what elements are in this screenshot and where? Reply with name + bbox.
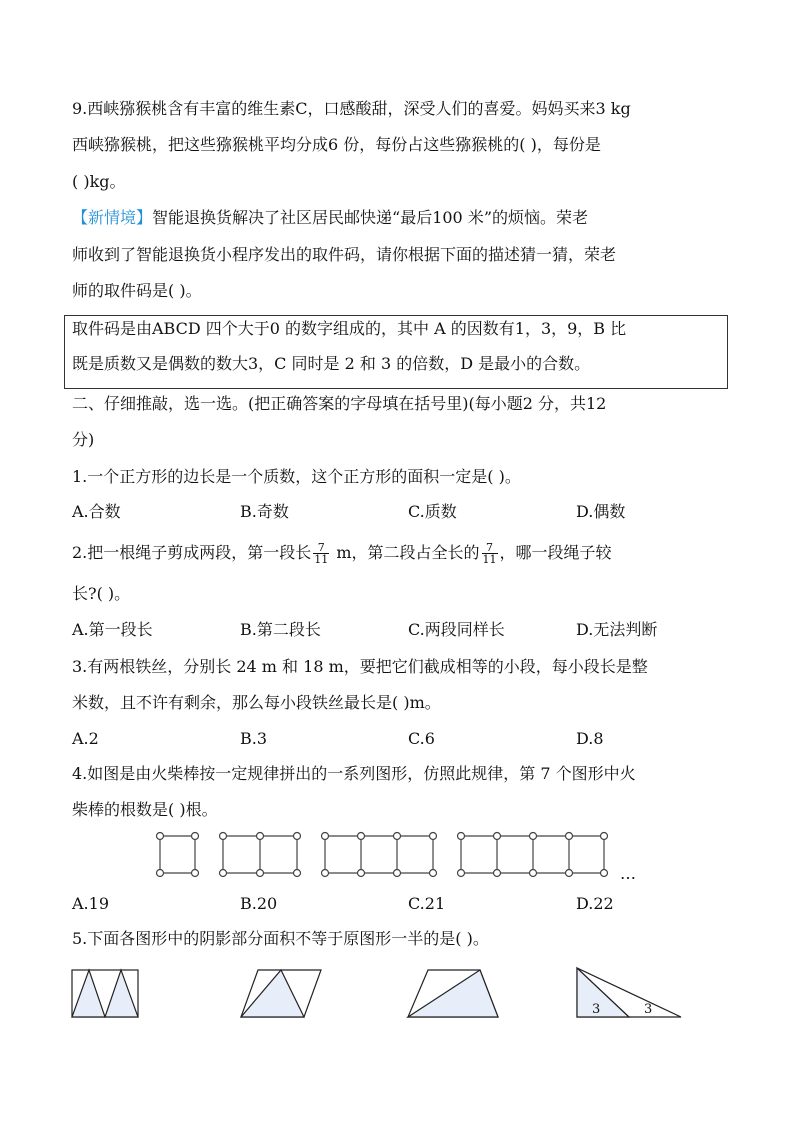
q1-stem: 1.一个正方形的边长是一个质数，这个正方形的面积一定是( )。 bbox=[72, 467, 521, 486]
section2-heading-line1: 二、仔细推敲，选一选。(把正确答案的字母填在括号里)(每小题2 分，共12 bbox=[72, 394, 607, 413]
q1-option-d: D.偶数 bbox=[576, 502, 626, 521]
q2-option-d: D.无法判断 bbox=[576, 620, 658, 639]
matchstick-figure-1 bbox=[157, 833, 199, 877]
figure-a-rectangle bbox=[72, 970, 138, 1017]
fraction-7-11-b bbox=[482, 542, 498, 565]
section2-heading-line2: 分) bbox=[72, 430, 95, 449]
q10-box-line2: 既是质数又是偶数的数大3，C 同时是 2 和 3 的倍数，D 是最小的合数。 bbox=[72, 354, 591, 373]
fraction-denominator: 11 bbox=[314, 553, 329, 566]
q4-option-c: C.21 bbox=[408, 894, 446, 913]
matchstick-figure-4 bbox=[458, 833, 608, 877]
q3-option-d: D.8 bbox=[576, 729, 604, 748]
q3-option-a: A.2 bbox=[72, 729, 99, 748]
q5-triangle-label-left: 3 bbox=[592, 1002, 601, 1017]
area-figures bbox=[0, 960, 794, 1020]
q9-line3: ( )kg。 bbox=[72, 172, 126, 191]
q3-option-b: B.3 bbox=[240, 729, 268, 748]
q4-option-d: D.22 bbox=[576, 894, 614, 913]
q1-option-b: B.奇数 bbox=[240, 502, 289, 521]
fraction-numerator: 7 bbox=[313, 542, 329, 554]
q5-stem: 5.下面各图形中的阴影部分面积不等于原图形一半的是( )。 bbox=[72, 929, 489, 948]
q10-line2: 师收到了智能退换货小程序发出的取件码，请你根据下面的描述猜一猜，荣老 bbox=[72, 245, 617, 264]
matchstick-figure-3 bbox=[322, 833, 437, 877]
q2-stem-line1 bbox=[72, 542, 612, 565]
matchstick-ellipsis: … bbox=[620, 864, 636, 883]
q4-option-a: A.19 bbox=[72, 894, 109, 913]
fraction-numerator: 7 bbox=[482, 542, 498, 554]
q4-line1: 4.如图是由火柴棒按一定规律拼出的一系列图形，仿照此规律，第 7 个图形中火 bbox=[72, 764, 636, 783]
matchstick-figure-2 bbox=[220, 833, 301, 877]
q2-option-c: C.两段同样长 bbox=[408, 620, 505, 639]
q5-triangle-label-right: 3 bbox=[644, 1002, 653, 1017]
figure-c-trapezoid bbox=[408, 970, 498, 1017]
fraction-denominator: 11 bbox=[482, 553, 497, 566]
q2-option-b: B.第二段长 bbox=[240, 620, 321, 639]
fraction-7-11-a bbox=[313, 542, 329, 565]
q2-option-a: A.第一段长 bbox=[72, 620, 153, 639]
q2-stem-part2: m，第二段占全长的 bbox=[331, 543, 480, 562]
matchstick-figures bbox=[0, 830, 794, 890]
q2-stem-line2: 长?( )。 bbox=[72, 584, 131, 603]
q2-stem-part3: ，哪一段绳子较 bbox=[499, 543, 612, 562]
q9-line2: 西峡猕猴桃，把这些猕猴桃平均分成6 份，每份占这些猕猴桃的( )，每份是 bbox=[72, 135, 601, 154]
q2-stem-part1: 2.把一根绳子剪成两段，第一段长 bbox=[72, 543, 312, 562]
q10-line1 bbox=[72, 208, 588, 228]
q4-option-b: B.20 bbox=[240, 894, 278, 913]
q3-line2: 米数，且不许有剩余，那么每小段铁丝最长是( )m。 bbox=[72, 693, 441, 712]
q10-line1-text: 智能退换货解决了社区居民邮快递“最后100 米”的烦恼。荣老 bbox=[152, 208, 589, 227]
q10-line3: 师的取件码是( )。 bbox=[72, 281, 202, 300]
q9-line1: 9.西峡猕猴桃含有丰富的维生素C，口感酸甜，深受人们的喜爱。妈妈买来3 kg bbox=[72, 99, 631, 118]
q3-option-c: C.6 bbox=[408, 729, 435, 748]
new-context-tag: 【新情境】 bbox=[72, 208, 153, 227]
q1-option-a: A.合数 bbox=[72, 502, 121, 521]
figure-b-parallelogram bbox=[241, 970, 321, 1017]
q4-line2: 柴棒的根数是( )根。 bbox=[72, 800, 218, 819]
q3-line1: 3.有两根铁丝，分别长 24 m 和 18 m，要把它们截成相等的小段，每小段长是整 bbox=[72, 657, 648, 676]
q1-option-c: C.质数 bbox=[408, 502, 457, 521]
q10-box-line1: 取件码是由ABCD 四个大于0 的数字组成的，其中 A 的因数有1，3，9，B 比 bbox=[72, 319, 627, 338]
